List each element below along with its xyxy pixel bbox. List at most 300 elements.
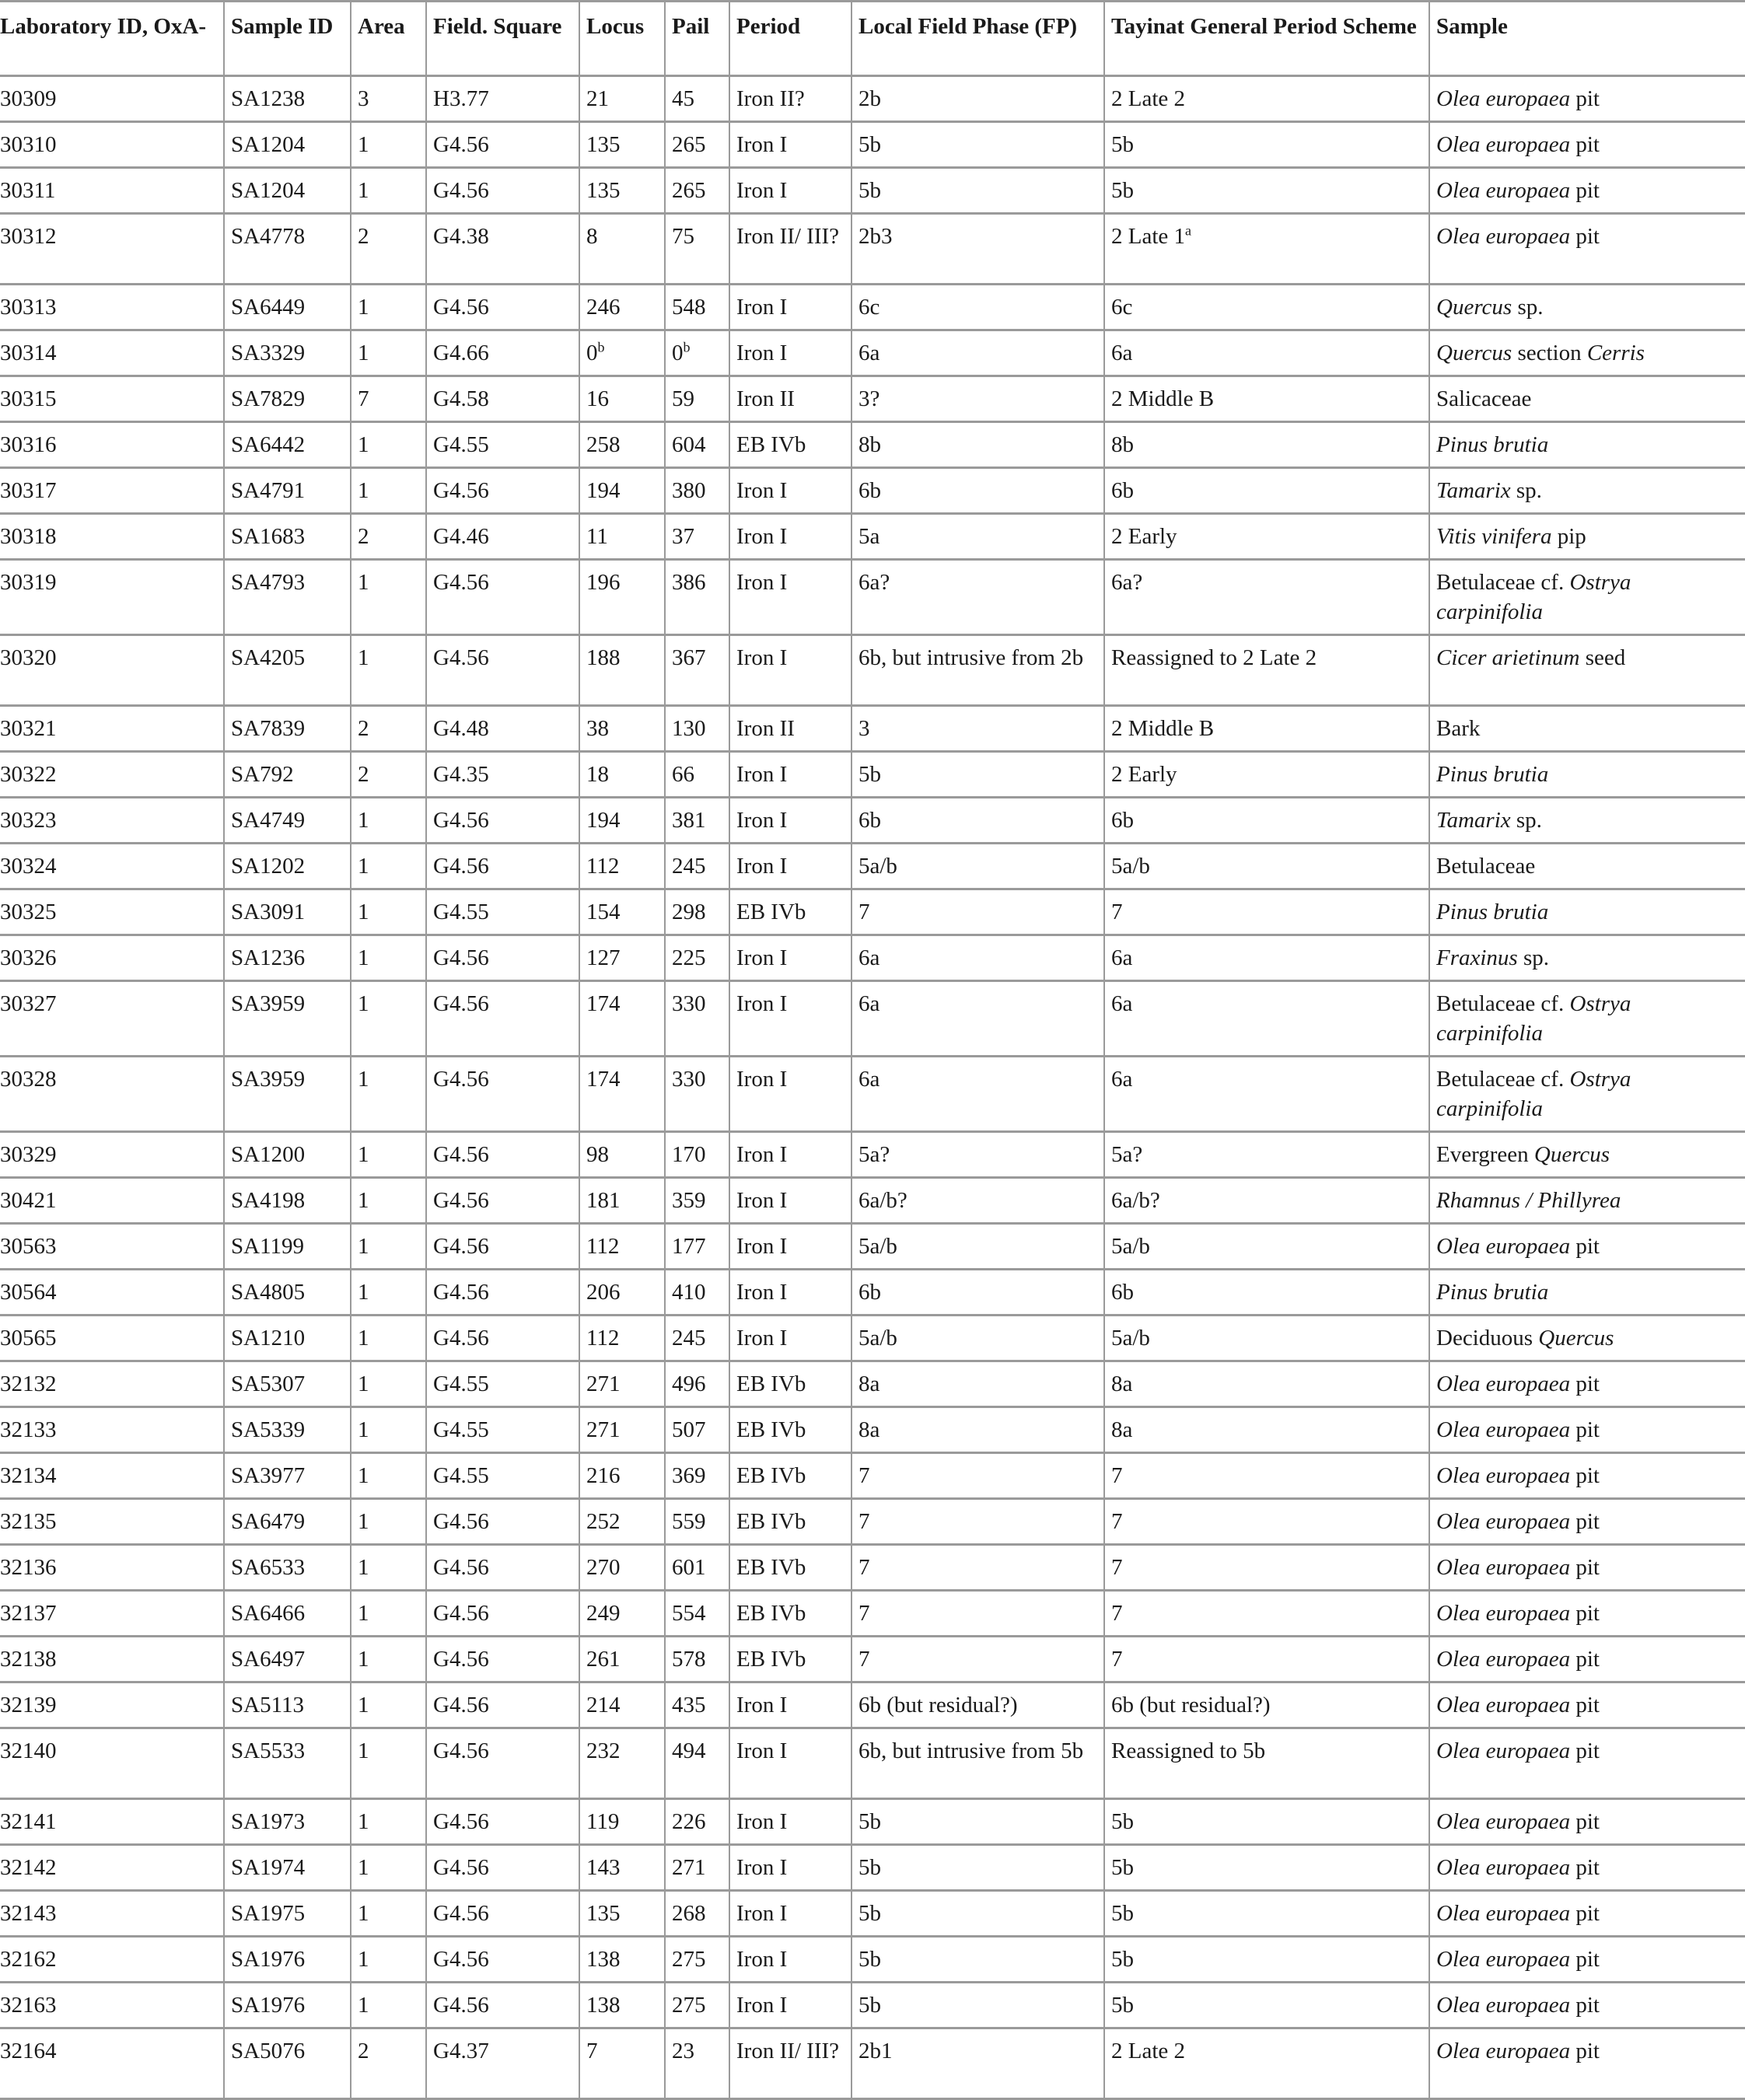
- cell-tayinat-period: 5b: [1104, 1891, 1429, 1937]
- table-row: [0, 752, 1745, 798]
- cell-pail: 604: [665, 422, 729, 468]
- cell-tayinat-period: 7: [1104, 1591, 1429, 1637]
- table-row: [0, 122, 1745, 168]
- cell-sample: Olea europaea pit: [1429, 1891, 1745, 1937]
- cell-period: Iron I: [729, 1682, 852, 1728]
- cell-area: 1: [351, 1845, 426, 1891]
- cell-local-field-phase: 5a/b: [852, 1316, 1104, 1361]
- cell-locus: 18: [579, 752, 665, 798]
- table-row: [0, 560, 1745, 635]
- cell-local-field-phase: 6a/b?: [852, 1178, 1104, 1224]
- cell-pail: 410: [665, 1270, 729, 1316]
- cell-pail: 367: [665, 635, 729, 706]
- cell-area: 1: [351, 1361, 426, 1407]
- cell-local-field-phase: 8a: [852, 1361, 1104, 1407]
- cell-sample: Cicer arietinum seed: [1429, 635, 1745, 706]
- table-row: [0, 1316, 1745, 1361]
- cell-period: EB IVb: [729, 422, 852, 468]
- cell-locus: 38: [579, 706, 665, 752]
- cell-tayinat-period: 6b: [1104, 1270, 1429, 1316]
- cell-period: Iron I: [729, 514, 852, 560]
- cell-pail: 45: [665, 76, 729, 122]
- cell-laboratory-id: 30311: [0, 168, 224, 214]
- cell-period: Iron I: [729, 285, 852, 330]
- cell-sample-id: SA1204: [224, 122, 351, 168]
- cell-locus: 135: [579, 122, 665, 168]
- cell-tayinat-period: 6b: [1104, 468, 1429, 514]
- cell-laboratory-id: 32135: [0, 1499, 224, 1545]
- cell-laboratory-id: 32163: [0, 1983, 224, 2028]
- cell-local-field-phase: 6a: [852, 981, 1104, 1057]
- cell-pail: 170: [665, 1132, 729, 1178]
- cell-sample: Tamarix sp.: [1429, 798, 1745, 844]
- cell-laboratory-id: 32140: [0, 1728, 224, 1799]
- cell-local-field-phase: 7: [852, 1453, 1104, 1499]
- cell-sample: Olea europaea pit: [1429, 1728, 1745, 1799]
- table-row: [0, 1845, 1745, 1891]
- cell-area: 2: [351, 2028, 426, 2099]
- cell-tayinat-period: 2 Late 2: [1104, 2028, 1429, 2099]
- cell-sample-id: SA1973: [224, 1799, 351, 1845]
- cell-period: EB IVb: [729, 1407, 852, 1453]
- table-row: [0, 1361, 1745, 1407]
- table-row: [0, 468, 1745, 514]
- cell-locus: 112: [579, 1224, 665, 1270]
- table-row: [0, 1407, 1745, 1453]
- cell-tayinat-period: 6c: [1104, 285, 1429, 330]
- cell-tayinat-period: 8b: [1104, 422, 1429, 468]
- cell-local-field-phase: 5a?: [852, 1132, 1104, 1178]
- cell-pail: 386: [665, 560, 729, 635]
- cell-area: 2: [351, 752, 426, 798]
- cell-locus: 11: [579, 514, 665, 560]
- cell-local-field-phase: 5b: [852, 1937, 1104, 1983]
- cell-sample: Deciduous Quercus: [1429, 1316, 1745, 1361]
- table-row: [0, 1682, 1745, 1728]
- cell-tayinat-period: 6a: [1104, 1057, 1429, 1132]
- cell-locus: 188: [579, 635, 665, 706]
- cell-tayinat-period: 7: [1104, 1637, 1429, 1682]
- cell-sample: Vitis vinifera pip: [1429, 514, 1745, 560]
- cell-area: 1: [351, 844, 426, 889]
- cell-pail: 380: [665, 468, 729, 514]
- cell-local-field-phase: 7: [852, 1637, 1104, 1682]
- cell-sample-id: SA6497: [224, 1637, 351, 1682]
- cell-laboratory-id: 30321: [0, 706, 224, 752]
- cell-field-square: G4.56: [426, 1132, 579, 1178]
- cell-pail: 245: [665, 1316, 729, 1361]
- cell-sample-id: SA5339: [224, 1407, 351, 1453]
- cell-local-field-phase: 7: [852, 1591, 1104, 1637]
- cell-laboratory-id: 30565: [0, 1316, 224, 1361]
- cell-locus: 135: [579, 168, 665, 214]
- header-local-field-phase: Local Field Phase (FP): [852, 2, 1104, 76]
- cell-locus: 216: [579, 1453, 665, 1499]
- cell-period: Iron I: [729, 1178, 852, 1224]
- cell-pail: 554: [665, 1591, 729, 1637]
- cell-laboratory-id: 30315: [0, 376, 224, 422]
- cell-field-square: G4.56: [426, 935, 579, 981]
- cell-area: 1: [351, 981, 426, 1057]
- cell-sample: Salicaceae: [1429, 376, 1745, 422]
- cell-pail: 381: [665, 798, 729, 844]
- table-row: [0, 706, 1745, 752]
- table-row: [0, 935, 1745, 981]
- cell-sample-id: SA1238: [224, 76, 351, 122]
- cell-field-square: G4.56: [426, 285, 579, 330]
- cell-local-field-phase: 2b1: [852, 2028, 1104, 2099]
- cell-sample: Olea europaea pit: [1429, 1983, 1745, 2028]
- cell-local-field-phase: 5b: [852, 1891, 1104, 1937]
- header-area: Area: [351, 2, 426, 76]
- cell-sample: Olea europaea pit: [1429, 168, 1745, 214]
- cell-sample: Rhamnus / Phillyrea: [1429, 1178, 1745, 1224]
- table-row: [0, 889, 1745, 935]
- cell-sample-id: SA3091: [224, 889, 351, 935]
- cell-locus: 112: [579, 844, 665, 889]
- table-row: [0, 1453, 1745, 1499]
- cell-sample-id: SA3329: [224, 330, 351, 376]
- cell-sample: Evergreen Quercus: [1429, 1132, 1745, 1178]
- cell-field-square: G4.37: [426, 2028, 579, 2099]
- cell-area: 1: [351, 330, 426, 376]
- cell-field-square: G4.55: [426, 1453, 579, 1499]
- cell-area: 1: [351, 1132, 426, 1178]
- table-row: [0, 1132, 1745, 1178]
- cell-locus: 138: [579, 1937, 665, 1983]
- cell-laboratory-id: 30327: [0, 981, 224, 1057]
- cell-sample: Olea europaea pit: [1429, 1453, 1745, 1499]
- table-row: [0, 1637, 1745, 1682]
- cell-local-field-phase: 3?: [852, 376, 1104, 422]
- cell-area: 1: [351, 1799, 426, 1845]
- cell-period: Iron II/ III?: [729, 214, 852, 285]
- cell-tayinat-period: 8a: [1104, 1407, 1429, 1453]
- cell-sample-id: SA3959: [224, 1057, 351, 1132]
- header-pail: Pail: [665, 2, 729, 76]
- cell-pail: 507: [665, 1407, 729, 1453]
- cell-local-field-phase: 6b, but intrusive from 5b: [852, 1728, 1104, 1799]
- cell-area: 1: [351, 468, 426, 514]
- cell-sample-id: SA5113: [224, 1682, 351, 1728]
- table-row: [0, 422, 1745, 468]
- cell-sample: Betulaceae cf. Ostrya carpinifolia: [1429, 981, 1745, 1057]
- cell-field-square: G4.56: [426, 1845, 579, 1891]
- cell-field-square: G4.56: [426, 981, 579, 1057]
- table-row: [0, 1224, 1745, 1270]
- cell-period: Iron II: [729, 706, 852, 752]
- cell-sample-id: SA1975: [224, 1891, 351, 1937]
- header-sample-id: Sample ID: [224, 2, 351, 76]
- header-sample: Sample: [1429, 2, 1745, 76]
- footnote-marker: b: [683, 339, 691, 355]
- cell-area: 1: [351, 1057, 426, 1132]
- cell-pail: 59: [665, 376, 729, 422]
- table-row: [0, 285, 1745, 330]
- cell-laboratory-id: 32138: [0, 1637, 224, 1682]
- cell-sample: Tamarix sp.: [1429, 468, 1745, 514]
- cell-locus: 194: [579, 468, 665, 514]
- cell-tayinat-period: 5b: [1104, 122, 1429, 168]
- cell-local-field-phase: 6b, but intrusive from 2b: [852, 635, 1104, 706]
- cell-sample-id: SA4791: [224, 468, 351, 514]
- cell-locus: 271: [579, 1407, 665, 1453]
- cell-laboratory-id: 32133: [0, 1407, 224, 1453]
- cell-period: Iron I: [729, 1891, 852, 1937]
- cell-sample-id: SA6479: [224, 1499, 351, 1545]
- cell-sample-id: SA3959: [224, 981, 351, 1057]
- cell-period: Iron I: [729, 981, 852, 1057]
- cell-sample-id: SA1974: [224, 1845, 351, 1891]
- cell-pail: 330: [665, 981, 729, 1057]
- cell-period: Iron I: [729, 468, 852, 514]
- cell-locus: 258: [579, 422, 665, 468]
- cell-laboratory-id: 30323: [0, 798, 224, 844]
- cell-local-field-phase: 5b: [852, 122, 1104, 168]
- cell-tayinat-period: 7: [1104, 1545, 1429, 1591]
- cell-field-square: G4.46: [426, 514, 579, 560]
- cell-laboratory-id: 30312: [0, 214, 224, 285]
- cell-tayinat-period: Reassigned to 2 Late 2: [1104, 635, 1429, 706]
- cell-tayinat-period: 2 Late 1$^a$: [1104, 214, 1429, 285]
- cell-field-square: G4.56: [426, 122, 579, 168]
- cell-area: 1: [351, 1224, 426, 1270]
- cell-sample: Quercus sp.: [1429, 285, 1745, 330]
- cell-local-field-phase: 6a: [852, 935, 1104, 981]
- cell-locus: 206: [579, 1270, 665, 1316]
- cell-tayinat-period: 5b: [1104, 1845, 1429, 1891]
- table-row: [0, 514, 1745, 560]
- cell-period: Iron I: [729, 1132, 852, 1178]
- cell-field-square: G4.56: [426, 844, 579, 889]
- cell-sample: Olea europaea pit: [1429, 76, 1745, 122]
- cell-period: Iron I: [729, 1845, 852, 1891]
- cell-pail: 578: [665, 1637, 729, 1682]
- cell-period: EB IVb: [729, 889, 852, 935]
- table-body: [0, 76, 1745, 2099]
- cell-sample: Olea europaea pit: [1429, 1591, 1745, 1637]
- cell-period: EB IVb: [729, 1637, 852, 1682]
- cell-sample: Olea europaea pit: [1429, 1545, 1745, 1591]
- cell-laboratory-id: 30322: [0, 752, 224, 798]
- cell-pail: 177: [665, 1224, 729, 1270]
- cell-period: Iron I: [729, 798, 852, 844]
- cell-field-square: G4.56: [426, 1591, 579, 1637]
- cell-area: 1: [351, 422, 426, 468]
- cell-sample: Olea europaea pit: [1429, 1361, 1745, 1407]
- cell-tayinat-period: 6a?: [1104, 560, 1429, 635]
- cell-pail: 359: [665, 1178, 729, 1224]
- header-field-square: Field. Square: [426, 2, 579, 76]
- cell-local-field-phase: 7: [852, 1499, 1104, 1545]
- cell-field-square: G4.55: [426, 889, 579, 935]
- cell-local-field-phase: 6a: [852, 1057, 1104, 1132]
- table-row: [0, 1545, 1745, 1591]
- cell-period: Iron I: [729, 1316, 852, 1361]
- cell-locus: 271: [579, 1361, 665, 1407]
- cell-pail: 37: [665, 514, 729, 560]
- cell-area: 1: [351, 168, 426, 214]
- cell-sample: Quercus section Cerris: [1429, 330, 1745, 376]
- cell-area: 2: [351, 214, 426, 285]
- cell-laboratory-id: 32136: [0, 1545, 224, 1591]
- cell-sample-id: SA6466: [224, 1591, 351, 1637]
- cell-locus: 127: [579, 935, 665, 981]
- cell-pail: 494: [665, 1728, 729, 1799]
- cell-tayinat-period: 2 Middle B: [1104, 706, 1429, 752]
- cell-period: Iron I: [729, 168, 852, 214]
- cell-locus: 246: [579, 285, 665, 330]
- cell-area: 1: [351, 798, 426, 844]
- cell-period: Iron I: [729, 935, 852, 981]
- cell-period: Iron I: [729, 752, 852, 798]
- cell-sample: Olea europaea pit: [1429, 2028, 1745, 2099]
- cell-area: 1: [351, 285, 426, 330]
- table-row: [0, 1728, 1745, 1799]
- cell-field-square: G4.55: [426, 1361, 579, 1407]
- cell-tayinat-period: 2 Late 2: [1104, 76, 1429, 122]
- cell-laboratory-id: 30328: [0, 1057, 224, 1132]
- cell-sample-id: SA1236: [224, 935, 351, 981]
- cell-locus: 154: [579, 889, 665, 935]
- cell-pail: 435: [665, 1682, 729, 1728]
- cell-sample: Olea europaea pit: [1429, 1799, 1745, 1845]
- table-row: [0, 1057, 1745, 1132]
- cell-locus: 249: [579, 1591, 665, 1637]
- cell-area: 1: [351, 1591, 426, 1637]
- cell-locus: 0$^b$: [579, 330, 665, 376]
- cell-period: Iron I: [729, 635, 852, 706]
- cell-local-field-phase: 6b: [852, 798, 1104, 844]
- cell-tayinat-period: 2 Early: [1104, 514, 1429, 560]
- cell-sample: Pinus brutia: [1429, 1270, 1745, 1316]
- cell-local-field-phase: 6a: [852, 330, 1104, 376]
- cell-sample-id: SA5076: [224, 2028, 351, 2099]
- cell-area: 1: [351, 635, 426, 706]
- cell-field-square: G4.56: [426, 1545, 579, 1591]
- table-row: [0, 1499, 1745, 1545]
- cell-local-field-phase: 5b: [852, 1845, 1104, 1891]
- cell-sample-id: SA3977: [224, 1453, 351, 1499]
- cell-sample: Olea europaea pit: [1429, 1224, 1745, 1270]
- cell-locus: 119: [579, 1799, 665, 1845]
- cell-pail: 275: [665, 1937, 729, 1983]
- cell-pail: 559: [665, 1499, 729, 1545]
- cell-area: 1: [351, 1270, 426, 1316]
- cell-area: 1: [351, 1316, 426, 1361]
- cell-period: Iron I: [729, 1224, 852, 1270]
- cell-tayinat-period: 6b: [1104, 798, 1429, 844]
- cell-sample-id: SA1976: [224, 1937, 351, 1983]
- cell-laboratory-id: 30313: [0, 285, 224, 330]
- cell-area: 1: [351, 1499, 426, 1545]
- cell-pail: 265: [665, 168, 729, 214]
- cell-tayinat-period: 7: [1104, 889, 1429, 935]
- cell-laboratory-id: 32141: [0, 1799, 224, 1845]
- cell-area: 3: [351, 76, 426, 122]
- cell-laboratory-id: 30319: [0, 560, 224, 635]
- cell-sample: Betulaceae cf. Ostrya carpinifolia: [1429, 560, 1745, 635]
- cell-period: Iron I: [729, 1937, 852, 1983]
- cell-local-field-phase: 8b: [852, 422, 1104, 468]
- cell-sample: Olea europaea pit: [1429, 1407, 1745, 1453]
- cell-period: Iron I: [729, 1799, 852, 1845]
- cell-laboratory-id: 32132: [0, 1361, 224, 1407]
- cell-sample: Olea europaea pit: [1429, 122, 1745, 168]
- cell-pail: 271: [665, 1845, 729, 1891]
- cell-tayinat-period: 7: [1104, 1453, 1429, 1499]
- cell-laboratory-id: 30329: [0, 1132, 224, 1178]
- cell-field-square: G4.56: [426, 798, 579, 844]
- cell-locus: 270: [579, 1545, 665, 1591]
- cell-period: EB IVb: [729, 1361, 852, 1407]
- header-tayinat-general-period-scheme: Tayinat General Period Scheme: [1104, 2, 1429, 76]
- cell-locus: 7: [579, 2028, 665, 2099]
- cell-laboratory-id: 30325: [0, 889, 224, 935]
- cell-field-square: G4.56: [426, 635, 579, 706]
- cell-local-field-phase: 6b: [852, 468, 1104, 514]
- cell-locus: 135: [579, 1891, 665, 1937]
- cell-area: 1: [351, 560, 426, 635]
- table-row: [0, 214, 1745, 285]
- cell-laboratory-id: 30318: [0, 514, 224, 560]
- cell-tayinat-period: 5a/b: [1104, 1224, 1429, 1270]
- header-laboratory-id: Laboratory ID, OxA-: [0, 2, 224, 76]
- cell-area: 2: [351, 706, 426, 752]
- cell-field-square: G4.56: [426, 1937, 579, 1983]
- cell-pail: 66: [665, 752, 729, 798]
- cell-locus: 174: [579, 1057, 665, 1132]
- cell-pail: 496: [665, 1361, 729, 1407]
- cell-field-square: G4.56: [426, 468, 579, 514]
- table-row: [0, 76, 1745, 122]
- cell-local-field-phase: 6b: [852, 1270, 1104, 1316]
- table-row: [0, 1983, 1745, 2028]
- cell-local-field-phase: 6a?: [852, 560, 1104, 635]
- cell-field-square: G4.56: [426, 1270, 579, 1316]
- cell-local-field-phase: 2b3: [852, 214, 1104, 285]
- cell-sample-id: SA4205: [224, 635, 351, 706]
- cell-sample-id: SA4793: [224, 560, 351, 635]
- cell-area: 1: [351, 1545, 426, 1591]
- cell-local-field-phase: 7: [852, 889, 1104, 935]
- cell-sample: Betulaceae cf. Ostrya carpinifolia: [1429, 1057, 1745, 1132]
- cell-laboratory-id: 30421: [0, 1178, 224, 1224]
- cell-field-square: H3.77: [426, 76, 579, 122]
- cell-field-square: G4.56: [426, 1224, 579, 1270]
- cell-laboratory-id: 32142: [0, 1845, 224, 1891]
- cell-field-square: G4.56: [426, 1637, 579, 1682]
- cell-sample: Bark: [1429, 706, 1745, 752]
- cell-laboratory-id: 32134: [0, 1453, 224, 1499]
- cell-area: 1: [351, 1937, 426, 1983]
- cell-local-field-phase: 8a: [852, 1407, 1104, 1453]
- cell-laboratory-id: 30309: [0, 76, 224, 122]
- table-row: [0, 1178, 1745, 1224]
- cell-laboratory-id: 32164: [0, 2028, 224, 2099]
- cell-pail: 268: [665, 1891, 729, 1937]
- cell-pail: 298: [665, 889, 729, 935]
- cell-period: Iron I: [729, 560, 852, 635]
- cell-field-square: G4.56: [426, 1057, 579, 1132]
- cell-sample-id: SA1683: [224, 514, 351, 560]
- cell-tayinat-period: 5a?: [1104, 1132, 1429, 1178]
- table-row: [0, 1591, 1745, 1637]
- cell-tayinat-period: 6a/b?: [1104, 1178, 1429, 1224]
- cell-locus: 194: [579, 798, 665, 844]
- cell-sample-id: SA1210: [224, 1316, 351, 1361]
- cell-field-square: G4.56: [426, 1499, 579, 1545]
